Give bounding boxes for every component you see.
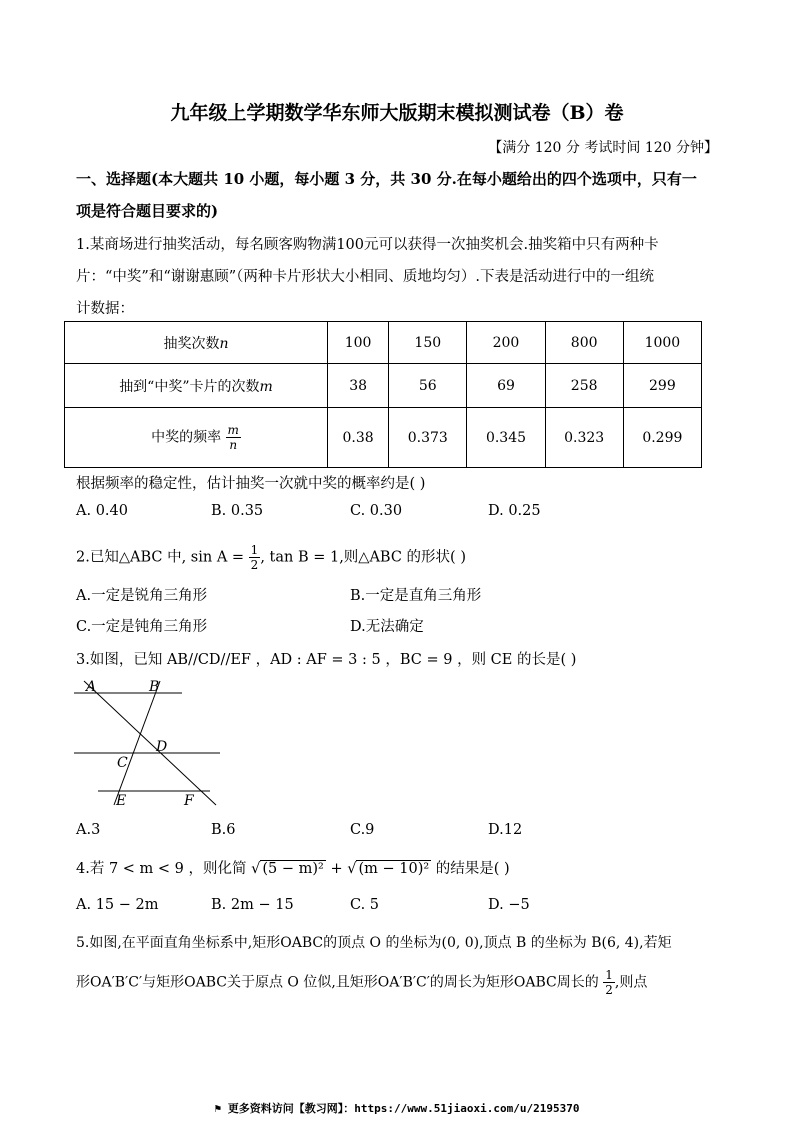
q1-question: 根据频率的稳定性，估计抽奖一次就中奖的概率约是( ): [76, 476, 426, 492]
transversal-be: [114, 681, 160, 805]
point-label: D: [156, 739, 168, 755]
table-cell: 0.299: [623, 408, 701, 468]
q3-option-c: C.9: [350, 822, 375, 838]
table-cell: 0.373: [389, 408, 467, 468]
point-label: C: [117, 755, 128, 771]
fraction-one-half: $\frac{1}{2}$: [250, 543, 259, 572]
q4-text: 4.若 7 < m < 9 ，则化简 √ (5 − m)² + √ (m − 10)² 的结果是( ): [76, 861, 510, 877]
parallel-lines-figure: [70, 673, 230, 813]
q1-line3: 计数据：: [76, 301, 134, 317]
table-header-cell: 抽奖次数n: [65, 322, 328, 364]
q1-option-d: D. 0.25: [488, 503, 541, 519]
q1-option-a: A. 0.40: [76, 503, 128, 519]
table-header-cell: 抽到“中奖”卡片的次数m: [65, 364, 328, 408]
table-cell: 100: [328, 322, 389, 364]
table-cell: 38: [328, 364, 389, 408]
frequency-table: [64, 321, 702, 468]
table-row: [65, 364, 702, 408]
section-heading-line2: 项是符合题目要求的): [76, 202, 219, 220]
q1-option-b: B. 0.35: [211, 503, 264, 519]
point-label: F: [184, 793, 194, 809]
point-label: B: [149, 679, 160, 695]
table-cell: 69: [467, 364, 545, 408]
q1-line2: 片：“中奖”和“谢谢惠顾”（两种卡片形状大小相同、质地均匀）.下表是活动进行中的一组统: [76, 269, 655, 285]
fraction-m-over-n: $\frac{m}{n}$: [227, 423, 239, 452]
q2-text: 2.已知△ABC 中, sin A = $\frac{1}{2}$ , tan B = 1,则△ABC 的形状( ): [76, 543, 466, 572]
q4-option-b: B. 2m − 15: [211, 897, 294, 913]
q4-option-a: A. 15 − 2m: [76, 897, 159, 913]
section-heading-line1: 一、选择题(本大题共 10 小题，每小题 3 分，共 30 分.在每小题给出的四个选项中，只有一: [76, 170, 697, 188]
q5-line2: 形OA′B′C′与矩形OABC关于原点 O 位似,且矩形OA′B′C′的周长为矩形OABC周长的 $\frac{1}{2}$ ,则点: [76, 968, 648, 997]
table-row: [65, 322, 702, 364]
table-cell: 56: [389, 364, 467, 408]
exam-info: 【满分 120 分 考试时间 120 分钟】: [488, 140, 718, 156]
page-title: 九年级上学期数学华东师大版期末模拟测试卷（B）卷: [170, 102, 624, 124]
table-cell: 258: [545, 364, 623, 408]
table-cell: 299: [623, 364, 701, 408]
fraction-one-half: $\frac{1}{2}$: [605, 968, 613, 997]
transversal-af: [84, 681, 216, 805]
table-cell: 0.38: [328, 408, 389, 468]
footer-link[interactable]: ⚑ 更多资料访问【教习网】：https://www.51jiaoxi.com/u/2195370: [214, 1102, 580, 1115]
table-cell: 150: [389, 322, 467, 364]
table-cell: 0.323: [545, 408, 623, 468]
table-row: [65, 408, 702, 468]
table-cell: 1000: [623, 322, 701, 364]
q5-line1: 5.如图,在平面直角坐标系中,矩形OABC的顶点 O 的坐标为(0, 0),顶点 B 的坐标为 B(6, 4),若矩: [76, 935, 672, 951]
q3-option-d: D.12: [488, 822, 523, 838]
q2-option-a: A.一定是锐角三角形: [76, 588, 208, 604]
q2-option-c: C.一定是钝角三角形: [76, 619, 208, 635]
q4-option-c: C. 5: [350, 897, 380, 913]
table-cell: 800: [545, 322, 623, 364]
q1-line1: 1.某商场进行抽奖活动，每名顾客购物满100元可以获得一次抽奖机会.抽奖箱中只有两种卡: [76, 237, 659, 253]
point-label: E: [116, 793, 127, 809]
q2-option-b: B.一定是直角三角形: [350, 588, 482, 604]
q1-option-c: C. 0.30: [350, 503, 403, 519]
q3-option-b: B.6: [211, 822, 236, 838]
q3-option-a: A.3: [76, 822, 101, 838]
radical-2: (m − 10)²: [358, 861, 430, 877]
table-cell: 0.345: [467, 408, 545, 468]
point-label: A: [86, 679, 97, 695]
table-header-cell: 中奖的频率 $\frac{m}{n}$: [65, 408, 328, 468]
radical-1: (5 − m)²: [262, 861, 324, 877]
table-cell: 200: [467, 322, 545, 364]
q3-text: 3.如图，已知 AB//CD//EF ，AD : AF = 3 : 5 ，BC = 9 ，则 CE 的长是( ): [76, 652, 577, 668]
q4-option-d: D. −5: [488, 897, 530, 913]
q2-option-d: D.无法确定: [350, 619, 424, 635]
